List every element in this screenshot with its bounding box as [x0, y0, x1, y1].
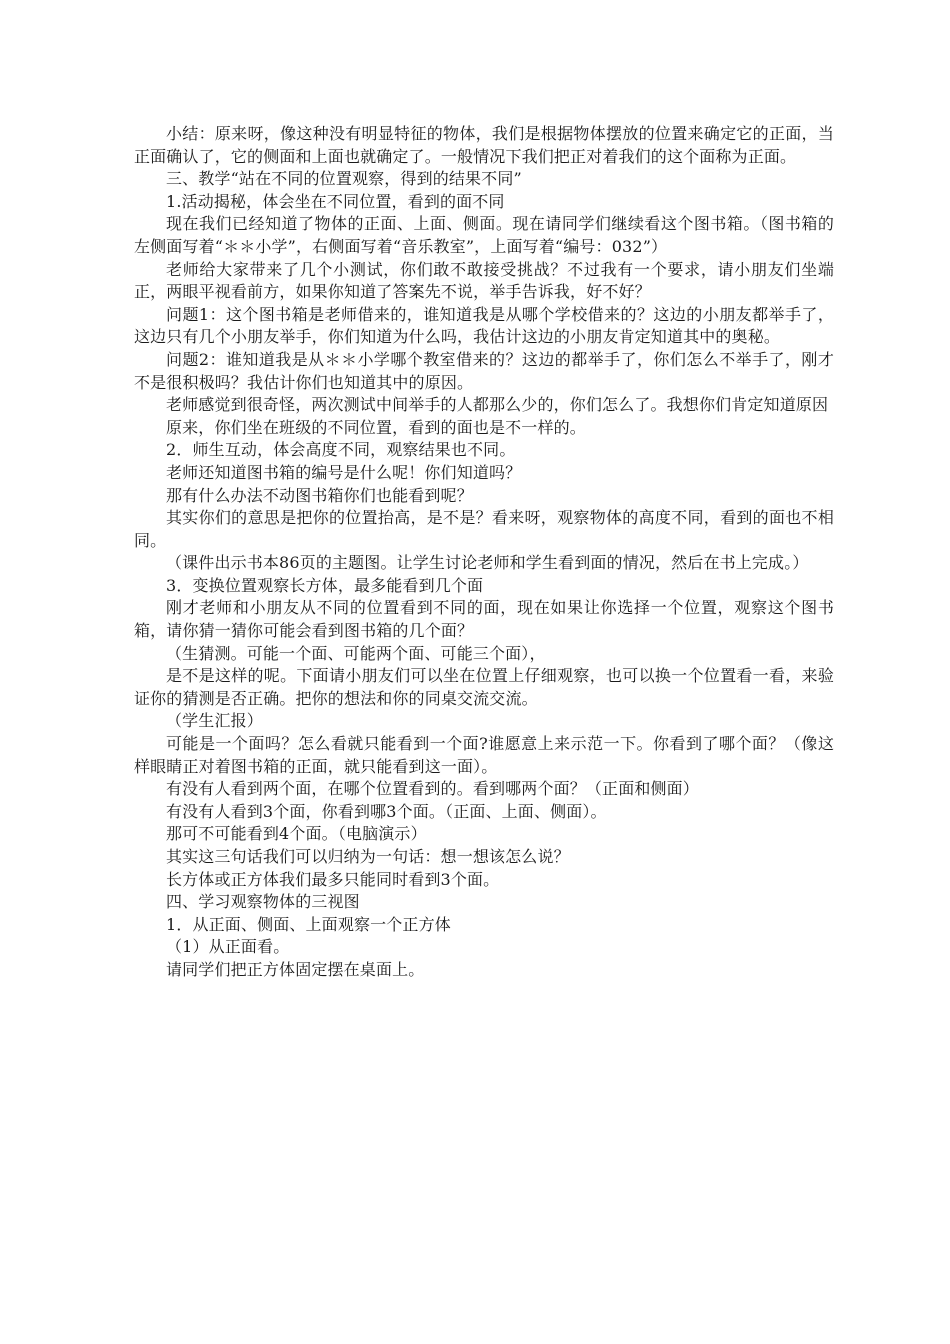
paragraph: 现在我们已经知道了物体的正面、上面、侧面。现在请同学们继续看这个图书箱。（图书箱的左侧面写着“＊＊小学”，右侧面写着“音乐教室”，上面写着“编号：032”） [134, 214, 834, 256]
section-heading-4: 四、学习观察物体的三视图 [166, 892, 360, 912]
paragraph-summary: 小结：原来呀，像这种没有明显特征的物体，我们是根据物体摆放的位置来确定它的正面，当正面确认了，它的侧面和上面也就确定了。一般情况下我们把正对着我们的这个面称为正面。 [134, 124, 834, 166]
section-heading-3: 三、教学“站在不同的位置观察，得到的结果不同” [166, 169, 522, 189]
paragraph-question-1: 问题1：这个图书箱是老师借来的，谁知道我是从哪个学校借来的？这边的小朋友都举手了，这边只有几个小朋友举手，你们知道为什么吗，我估计这边的小朋友肯定知道其中的奥秘。 [134, 304, 834, 347]
paragraph: 老师给大家带来了几个小测试，你们敢不敢接受挑战？不过我有一个要求，请小朋友们坐端正，两眼平视看前方，如果你知道了答案先不说，举手告诉我，好不好？ [134, 259, 834, 302]
paragraph: 长方体或正方体我们最多只能同时看到3个面。 [166, 869, 500, 889]
paragraph: 可能是一个面吗？怎么看就只能看到一个面?谁愿意上来示范一下。你看到了哪个面？（像这样眼睛正对着图书箱的正面，就只能看到这一面）。 [134, 734, 834, 776]
paragraph: （学生汇报） [166, 711, 263, 731]
paragraph: 请同学们把正方体固定摆在桌面上。 [166, 959, 425, 979]
paragraph: 其实你们的意思是把你的位置抬高，是不是？看来呀，观察物体的高度不同，看到的面也不相同。 [134, 508, 834, 550]
subheading-1: 1.活动揭秘，体会坐在不同位置，看到的面不同 [166, 191, 505, 211]
paragraph: 那可不可能看到4个面。（电脑演示） [166, 824, 427, 844]
paragraph: 原来，你们坐在班级的不同位置，看到的面也是不一样的。 [166, 417, 586, 437]
paragraph: 有没有人看到3个面，你看到哪3个面。（正面、上面、侧面）。 [166, 801, 607, 821]
paragraph: 刚才老师和小朋友从不同的位置看到不同的面，现在如果让你选择一个位置，观察这个图书箱，请你猜一猜你可能会看到图书箱的几个面？ [134, 598, 834, 641]
paragraph: 老师感觉到很奇怪，两次测试中间举手的人都那么少的，你们怎么了。我想你们肯定知道原因 [166, 395, 829, 415]
paragraph: 那有什么办法不动图书箱你们也能看到呢？ [166, 485, 473, 505]
subheading-2: 2．师生互动，体会高度不同，观察结果也不同。 [166, 440, 516, 460]
document-body [134, 123, 834, 982]
paragraph: 其实这三句话我们可以归纳为一句话：想一想该怎么说？ [166, 847, 570, 866]
subheading-1-1: （1）从正面看。 [166, 937, 290, 957]
subheading-1: 1．从正面、侧面、上面观察一个正方体 [166, 914, 451, 934]
paragraph: 有没有人看到两个面，在哪个位置看到的。看到哪两个面？（正面和侧面） [166, 779, 699, 799]
paragraph: （生猜测。可能一个面、可能两个面、可能三个面）， [166, 643, 546, 663]
paragraph: （课件出示书本86页的主题图。让学生讨论老师和学生看到面的情况，然后在书上完成。） [166, 553, 809, 573]
paragraph: 是不是这样的呢。下面请小朋友们可以坐在位置上仔细观察，也可以换一个位置看一看，来验证你的猜测是否正确。把你的想法和你的同桌交流交流。 [134, 666, 834, 708]
paragraph: 老师还知道图书箱的编号是什么呢！你们知道吗？ [166, 462, 522, 482]
subheading-3: 3．变换位置观察长方体，最多能看到几个面 [166, 575, 484, 595]
paragraph-question-2: 问题2：谁知道我是从＊＊小学哪个教室借来的？这边的都举手了，你们怎么不举手了，刚才不是很积极吗？我估计你们也知道其中的原因。 [134, 349, 834, 392]
